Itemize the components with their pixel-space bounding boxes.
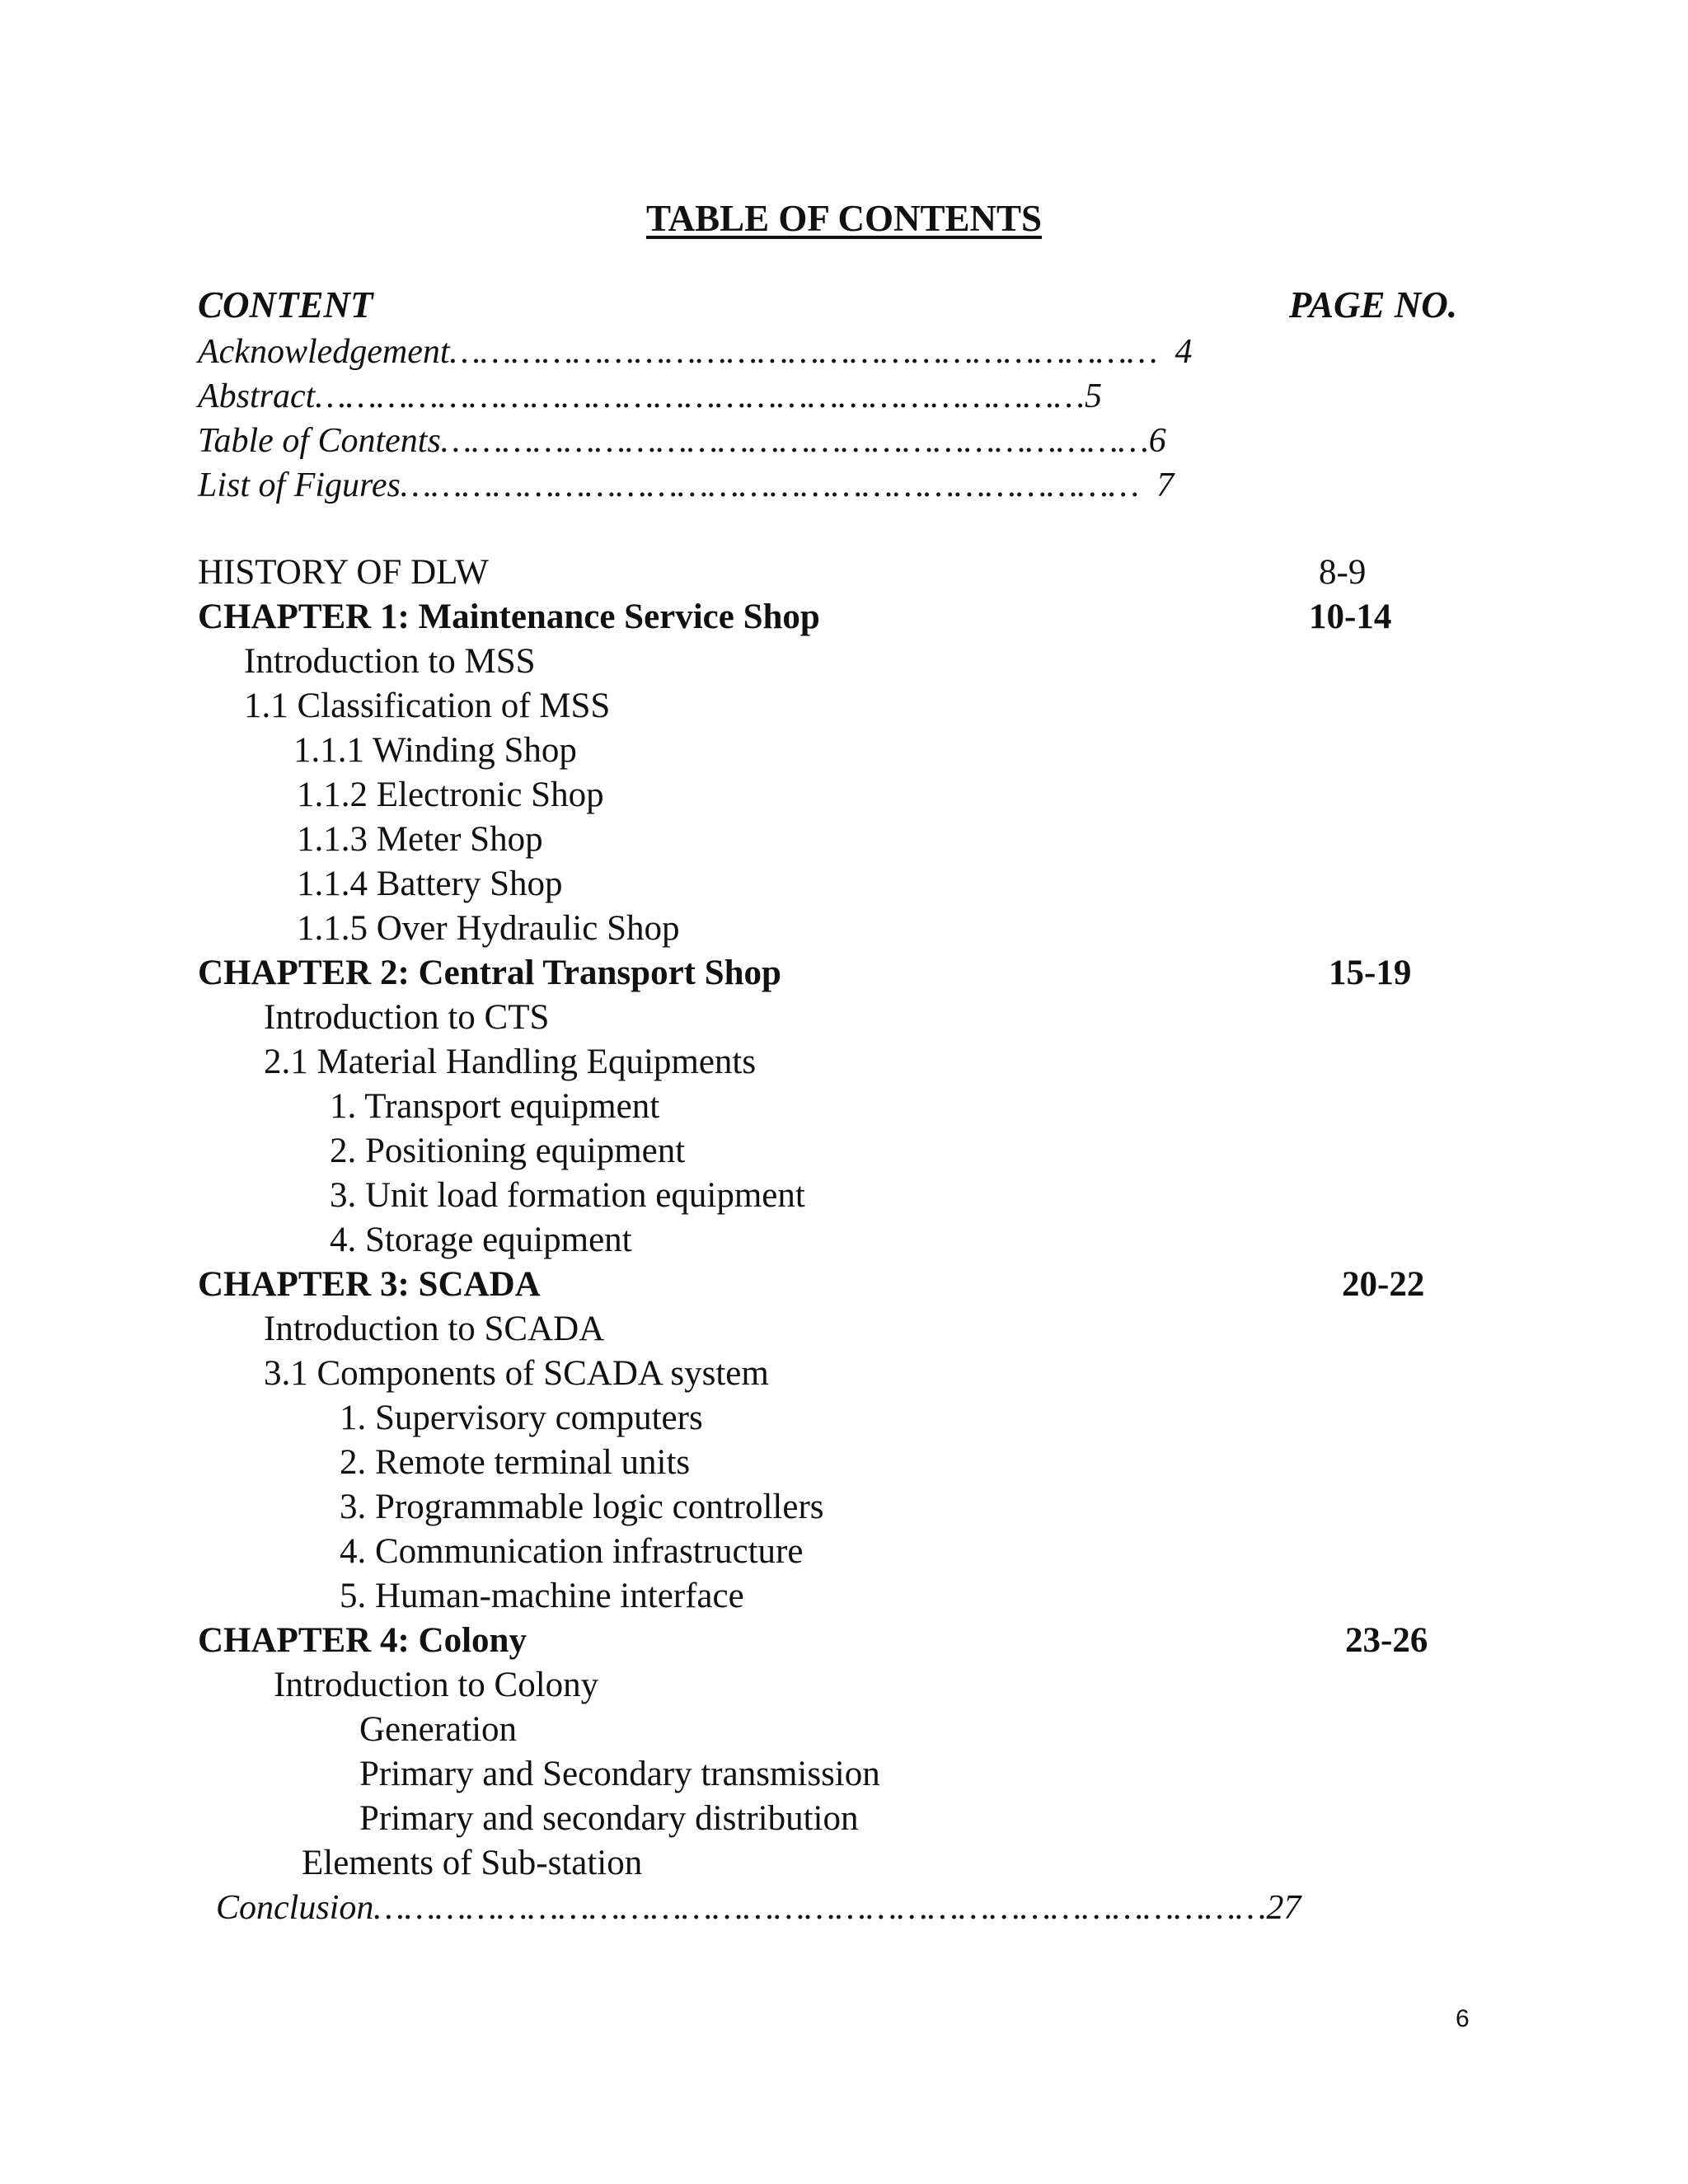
chapter-3-item: 3. Programmable logic controllers	[340, 1488, 824, 1526]
chapter-3-item: Introduction to SCADA	[264, 1310, 605, 1348]
toc-entry-abstract	[198, 374, 1102, 419]
chapter-1-item: 1.1.5 Over Hydraulic Shop	[297, 909, 680, 948]
toc-entry-list-of-figures	[198, 463, 1174, 508]
dot-leader: …………………………………………………………………	[315, 377, 1085, 415]
toc-entry-acknowledgement	[198, 330, 1192, 374]
chapter-4-item: Generation	[359, 1710, 518, 1749]
entry-label: Table of Contents	[198, 422, 441, 460]
dot-leader: ………………………………………………………………	[400, 466, 1140, 504]
chapter-3-item: 1. Supervisory computers	[340, 1399, 703, 1437]
chapter-2-item: 4. Storage equipment	[330, 1221, 632, 1259]
chapter-4-title: CHAPTER 4: Colony	[198, 1621, 527, 1660]
entry-page: 4	[1175, 333, 1193, 371]
entry-page: 5	[1084, 377, 1102, 415]
chapter-1-item: 1.1.1 Winding Shop	[293, 731, 577, 770]
entry-label: Acknowledgement	[198, 333, 450, 371]
chapter-2-item: 2.1 Material Handling Equipments	[264, 1043, 757, 1081]
entry-label: Abstract	[198, 377, 316, 415]
entry-label: Conclusion	[216, 1889, 374, 1927]
chapter-4-item: Introduction to Colony	[274, 1666, 599, 1704]
chapter-3-item: 2. Remote terminal units	[340, 1443, 691, 1482]
entry-page: 6	[1148, 422, 1166, 460]
chapter-4-item: Primary and secondary distribution	[359, 1799, 859, 1838]
dot-leader: ……………………………………………………………	[449, 333, 1158, 371]
chapter-1-item: Introduction to MSS	[244, 642, 536, 681]
toc-title: TABLE OF CONTENTS	[645, 198, 1043, 239]
chapter-2-item: Introduction to CTS	[264, 998, 550, 1037]
chapter-1-title: CHAPTER 1: Maintenance Service Shop	[198, 598, 820, 636]
toc-entry-conclusion	[216, 1886, 1301, 1930]
chapter-3-title: CHAPTER 3: SCADA	[198, 1265, 541, 1304]
chapter-1-item: 1.1.2 Electronic Shop	[297, 776, 604, 814]
toc-entry-table-of-contents	[198, 419, 1166, 463]
chapter-4-item: Elements of Sub-station	[302, 1844, 643, 1882]
chapter-2-title: CHAPTER 2: Central Transport Shop	[198, 954, 781, 992]
history-page: 8-9	[1319, 553, 1367, 592]
chapter-4-pages: 23-26	[1345, 1621, 1428, 1660]
entry-page: 27	[1266, 1889, 1301, 1927]
chapter-4-item: Primary and Secondary transmission	[359, 1755, 880, 1793]
chapter-3-item: 3.1 Components of SCADA system	[264, 1354, 769, 1393]
chapter-3-item: 4. Communication infrastructure	[340, 1532, 804, 1571]
dot-leader: ……………………………………………………………	[440, 422, 1149, 460]
page-number-column-header: PAGE NO.	[1288, 284, 1457, 326]
dot-leader: ……………………………………………………………………………	[373, 1889, 1267, 1927]
chapter-1-pages: 10-14	[1309, 598, 1392, 636]
chapter-3-pages: 20-22	[1342, 1265, 1425, 1304]
chapter-2-item: 3. Unit load formation equipment	[330, 1176, 805, 1215]
entry-page: 7	[1156, 466, 1175, 504]
page-number: 6	[1456, 2005, 1470, 2032]
chapter-1-item: 1.1 Classification of MSS	[244, 687, 611, 725]
entry-label: List of Figures	[198, 466, 401, 504]
chapter-1-item: 1.1.3 Meter Shop	[297, 820, 543, 859]
chapter-3-item: 5. Human-machine interface	[340, 1577, 744, 1615]
chapter-2-pages: 15-19	[1329, 954, 1412, 992]
chapter-1-item: 1.1.4 Battery Shop	[297, 865, 563, 903]
chapter-2-item: 1. Transport equipment	[330, 1087, 660, 1126]
content-column-header: CONTENT	[198, 284, 373, 326]
toc-entry-history: HISTORY OF DLW	[198, 553, 489, 592]
chapter-2-item: 2. Positioning equipment	[330, 1132, 686, 1170]
